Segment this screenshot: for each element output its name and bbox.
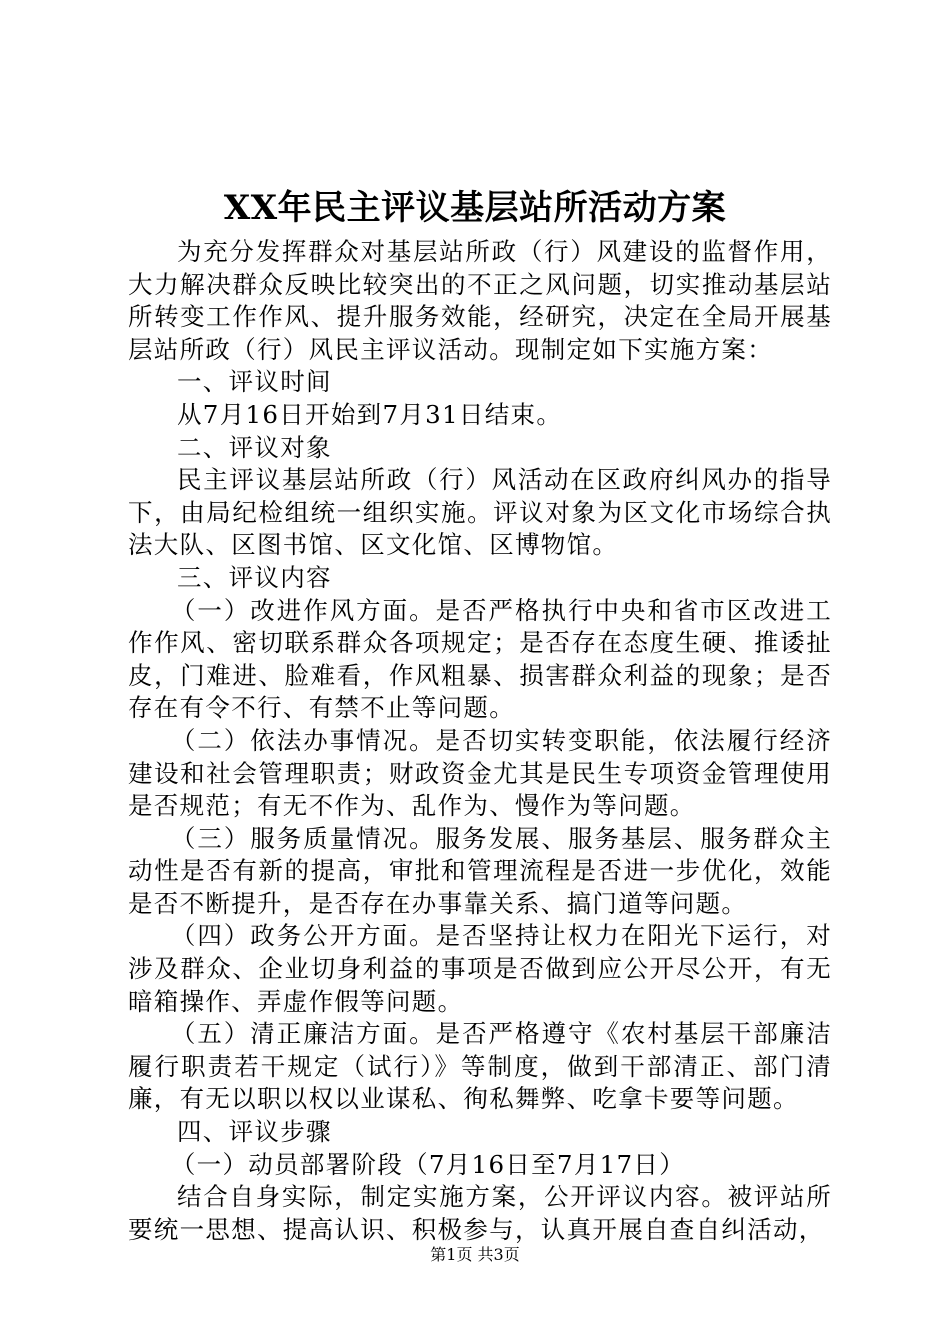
paragraph-content-item-4: （四）政务公开方面。是否坚持让权力在阳光下运行，对涉及群众、企业切身利益的事项是否做到应公开尽公开，有无暗箱操作、弄虚作假等问题。 [128, 921, 832, 1016]
heading-review-time: 一、评议时间 [177, 367, 332, 397]
paragraph-review-target: 民主评议基层站所政（行）风活动在区政府纠风办的指导下，由局纪检组统一组织实施。评议对象为区文化市场综合执法大队、区图书馆、区文化馆、区博物馆。 [128, 465, 832, 560]
document-title: XX年民主评议基层站所活动方案 [223, 188, 727, 228]
document-body [128, 236, 832, 1246]
paragraph-content-item-5: （五）清正廉洁方面。是否严格遵守《农村基层干部廉洁履行职责若干规定（试行）》等制度，做到干部清正、部门清廉，有无以职以权以业谋私、徇私舞弊、吃拿卡要等问题。 [128, 1019, 832, 1114]
paragraph-content-item-3: （三）服务质量情况。服务发展、服务基层、服务群众主动性是否有新的提高，审批和管理流程是否进一步优化，效能是否不断提升，是否存在办事靠关系、搞门道等问题。 [128, 823, 832, 918]
paragraph-step-1-heading: （一）动员部署阶段（7月16日至7月17日） [170, 1149, 685, 1179]
paragraph-content-item-1: （一）改进作风方面。是否严格执行中央和省市区改进工作作风、密切联系群众各项规定；是否存在态度生硬、推诿扯皮，门难进、脸难看，作风粗暴、损害群众利益的现象；是否存在有令不行、有禁不止等问题。 [128, 595, 832, 723]
heading-review-target: 二、评议对象 [177, 432, 332, 462]
page-footer: 第1页 共3页 [430, 1245, 520, 1264]
paragraph-intro: 为充分发挥群众对基层站所政（行）风建设的监督作用，大力解决群众反映比较突出的不正之风问题，切实推动基层站所转变工作作风、提升服务效能，经研究，决定在全局开展基层站所政（行）风民主评议活动。现制定如下实施方案： [128, 237, 832, 364]
paragraph-step-1-body: 结合自身实际，制定实施方案，公开评议内容。被评站所要统一思想、提高认识、积极参与，认真开展自查自纠活动， [128, 1182, 832, 1244]
heading-review-content: 三、评议内容 [177, 562, 332, 592]
heading-review-steps: 四、评议步骤 [177, 1117, 332, 1147]
paragraph-review-time: 从7月16日开始到7月31日结束。 [177, 399, 563, 429]
paragraph-content-item-2: （二）依法办事情况。是否切实转变职能，依法履行经济建设和社会管理职责；财政资金尤其是民生专项资金管理使用是否规范；有无不作为、乱作为、慢作为等问题。 [128, 725, 832, 821]
